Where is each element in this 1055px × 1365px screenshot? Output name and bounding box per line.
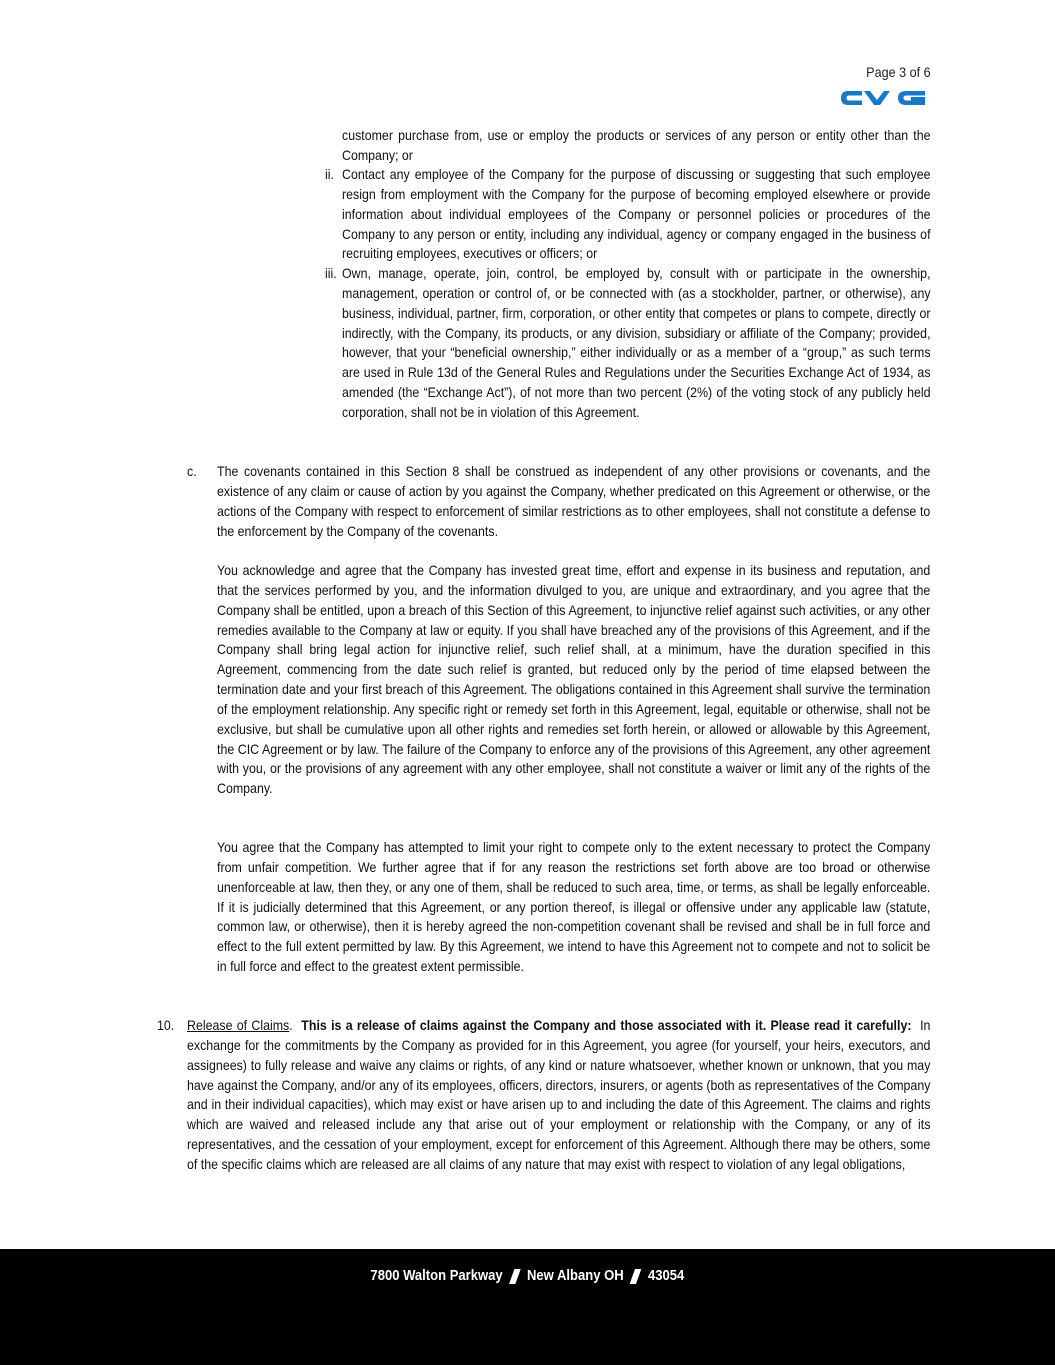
- section-10-bold-notice: This is a release of claims against the Company and those associated with it. Please read it carefully:: [301, 1017, 912, 1033]
- acknowledge-paragraph: You acknowledge and agree that the Company has invested great time, effort and expense in its business and reputation, and that the services performed by you, and the information divulged to you, are unique and extraordinary, and you agree that the Company shall be entitled, upon a breach of this Section of this Agreement, to injunctive relief against such activities, or any other remedies available to the Company at law or equity. If you shall have breached any of the provisions of this Agreement, and if the Company shall bring legal action for injunctive relief, such relief shall, at a minimum, have the duration specified in this Agreement, commencing from the date such relief is granted, but reduced only by the period of time elapsed between the termination date and your first breach of this Agreement. The obligations contained in this Agreement shall survive the termination of the employment relationship. Any specific right or remedy set forth in this Agreement, legal, equitable or otherwise, shall not be exclusive, but shall be cumulative upon all other rights and remedies set forth herein, or allowed or allowable by this Agreement, the CIC Agreement or by law. The failure of the Company to enforce any of the provisions of this Agreement, any other agreement with you, or the provisions of any agreement with any other employee, shall not constitute a waiver or limit any of the rights of the Company.: [217, 562, 931, 797]
- footer-address: [0, 1268, 1055, 1284]
- footer-bar: [0, 1249, 1055, 1365]
- footer-street: 7800 Walton Parkway: [370, 1268, 503, 1284]
- item-iii-text: Own, manage, operate, join, control, be employed by, consult with or participate in the ownership, management, operation or control of, or be connected with (as a stockholder, partner, or otherwise), any business, individual, partner, firm, corporation, or other entity that competes or plans to compete, directly or indirectly, with the Company, its products, or any division, subsidiary or affiliate of the Company; provided, however, that your “beneficial ownership,” either individually or as a member of a “group,” as such terms are used in Rule 13d of the General Rules and Regulations under the Securities Exchange Act of 1934, as amended (the “Exchange Act”), of not more than two percent (2%) of the voting stock of any publicly held corporation, shall not be in violation of this Agreement.: [342, 265, 931, 420]
- item-ii-marker: ii.: [325, 166, 334, 182]
- section-10-title: Release of Claims: [187, 1017, 290, 1033]
- item-i-continuation: customer purchase from, use or employ the products or services of any person or entity other than the Company; or: [342, 127, 931, 163]
- item-ii-text: Contact any employee of the Company for the purpose of discussing or suggesting that such employee resign from employment with the Company for the purpose of becoming employed elsewhere or provide information about individual employees of the Company or personnel policies or procedures of the Company to any person or entity, including any individual, agency or company engaged in the business of recruiting employees, executives or officers; or: [342, 166, 931, 262]
- agree-paragraph: You agree that the Company has attempted to limit your right to compete only to the extent necessary to protect the Company from unfair competition. We further agree that if for any reason the restrictions set forth above are too broad or otherwise unenforceable at law, then they, or any one of them, shall be reduced to such area, time, or terms, as shall be legally enforceable. If it is judicially determined that this Agreement, or any portion thereof, is illegal or offensive under any applicable law (statute, common law, or otherwise), then it is hereby agreed the non-competition covenant shall be revised and shall be in full force and effect to the full extent permitted by law. By this Agreement, we intend to have this Agreement not to compete and not to solicit be in full force and effect to the greatest extent permissible.: [217, 839, 931, 975]
- section-c-paragraph: The covenants contained in this Section 8 shall be construed as independent of any other provisions or covenants, and the existence of any claim or cause of action by you against the Company, whether predicated on this Agreement or otherwise, or the actions of the Company with respect to enforcement of similar restrictions as to other employees, shall not constitute a defense to the enforcement by the Company of the covenants.: [217, 463, 931, 539]
- item-iii-marker: iii.: [325, 265, 337, 281]
- slash-separator-icon: [509, 1269, 521, 1284]
- section-10-paragraph: Release of Claims. This is a release of claims against the Company and those associated with it. Please read it carefully: In exchange for the commitments by the Company as provided for in this Agreement, you agree (for yourself, your heirs, executors, and assignees) to fully release and waive any claims or rights, of any kind or nature whatsoever, whether known or unknown, that you may have against the Company, and/or any of its employees, officers, directors, insurers, or agents (both as representatives of the Company and in their individual capacities), which may exist or have arisen up to and including the date of this Agreement. The claims and rights which are waived and released include any that arise out of your employment or relationship with the Company, or any of its representatives, and the cessation of your employment, except for enforcement of this Agreement. Although there may be others, some of the specific claims which are released are all claims of any nature that may exist with respect to violation of any legal obligations,: [187, 1017, 931, 1172]
- section-10-marker: 10.: [157, 1017, 175, 1033]
- footer-zip: 43054: [648, 1268, 685, 1284]
- page-number: Page 3 of 6: [866, 64, 931, 80]
- cvg-logo: [840, 89, 926, 107]
- section-10-body: In exchange for the commitments by the Company as provided for in this Agreement, you agree (for yourself, your heirs, executors, and assignees) to fully release and waive any claims or rights, of any kind or nature whatsoever, whether known or unknown, that you may have against the Company, and/or any of its employees, officers, directors, insurers, or agents (both as representatives of the Company and in their individual capacities), which may exist or have arisen up to and including the date of this Agreement. The claims and rights which are waived and released include any that arise out of your employment or relationship with the Company, or any of its representatives, and the cessation of your employment, except for enforcement of this Agreement. Although there may be others, some of the specific claims which are released are all claims of any nature that may exist with respect to violation of any legal obligations,: [187, 1017, 931, 1172]
- footer-city: New Albany OH: [527, 1268, 624, 1284]
- slash-separator-icon: [630, 1269, 642, 1284]
- section-c-marker: c.: [187, 463, 197, 479]
